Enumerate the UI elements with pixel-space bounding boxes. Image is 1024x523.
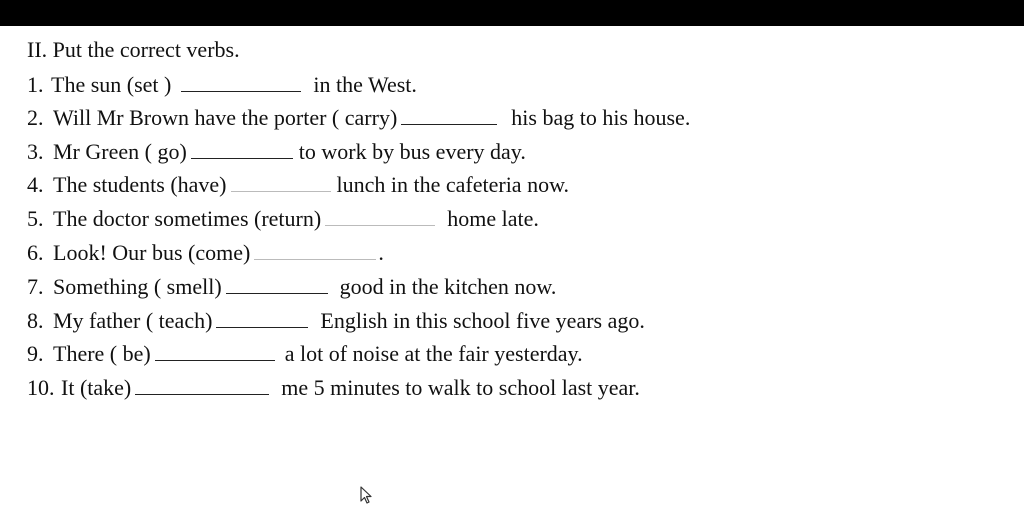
item-prompt: Look! Our bus (come): [53, 240, 251, 265]
answer-blank[interactable]: [254, 241, 376, 260]
exercise-item-8: [27, 309, 645, 333]
item-number: 2.: [27, 105, 44, 130]
answer-blank[interactable]: [401, 106, 497, 125]
item-continuation: good in the kitchen now.: [339, 274, 557, 299]
item-prompt: The sun (set ): [51, 72, 172, 97]
answer-blank[interactable]: [155, 342, 275, 361]
answer-blank[interactable]: [226, 275, 328, 294]
item-prompt: My father ( teach): [53, 308, 213, 333]
exercise-item-4: [27, 173, 569, 197]
item-prompt: It (take): [61, 375, 132, 400]
item-prompt: The doctor sometimes (return): [53, 206, 322, 231]
answer-blank[interactable]: [181, 73, 301, 92]
item-number: 1.: [27, 72, 44, 97]
item-number: 4.: [27, 172, 44, 197]
exercise-item-5: [27, 207, 539, 231]
item-prompt: Something ( smell): [53, 274, 222, 299]
item-continuation: to work by bus every day.: [298, 139, 526, 164]
item-number: 7.: [27, 274, 44, 299]
exercise-item-10: [27, 376, 640, 400]
item-continuation: in the West.: [313, 72, 417, 97]
item-continuation: a lot of noise at the fair yesterday.: [284, 341, 583, 366]
item-number: 9.: [27, 341, 44, 366]
item-prompt: Mr Green ( go): [53, 139, 187, 164]
exercise-heading: II. Put the correct verbs.: [27, 37, 240, 62]
worksheet-page: [0, 26, 1024, 523]
exercise-item-2: [27, 106, 690, 130]
exercise-item-7: [27, 275, 556, 299]
answer-blank[interactable]: [216, 309, 308, 328]
item-prompt: There ( be): [53, 341, 151, 366]
item-number: 3.: [27, 139, 44, 164]
item-continuation: lunch in the cafeteria now.: [336, 172, 570, 197]
exercise-item-9: [27, 342, 583, 366]
top-black-bar: [0, 0, 1024, 26]
item-number: 6.: [27, 240, 44, 265]
answer-blank[interactable]: [191, 140, 293, 159]
mouse-pointer-icon: [360, 486, 374, 506]
item-number: 5.: [27, 206, 44, 231]
item-continuation: .: [378, 240, 384, 265]
item-prompt: The students (have): [53, 172, 227, 197]
item-continuation: English in this school five years ago.: [320, 308, 645, 333]
answer-blank[interactable]: [325, 207, 435, 226]
exercise-item-1: [27, 73, 417, 97]
item-continuation: home late.: [447, 206, 539, 231]
item-number: 10.: [27, 375, 55, 400]
item-prompt: Will Mr Brown have the porter ( carry): [53, 105, 398, 130]
item-number: 8.: [27, 308, 44, 333]
answer-blank[interactable]: [135, 376, 269, 395]
exercise-item-3: [27, 140, 526, 164]
answer-blank[interactable]: [231, 173, 331, 192]
item-continuation: me 5 minutes to walk to school last year.: [281, 375, 640, 400]
exercise-item-6: [27, 241, 384, 265]
item-continuation: his bag to his house.: [511, 105, 691, 130]
